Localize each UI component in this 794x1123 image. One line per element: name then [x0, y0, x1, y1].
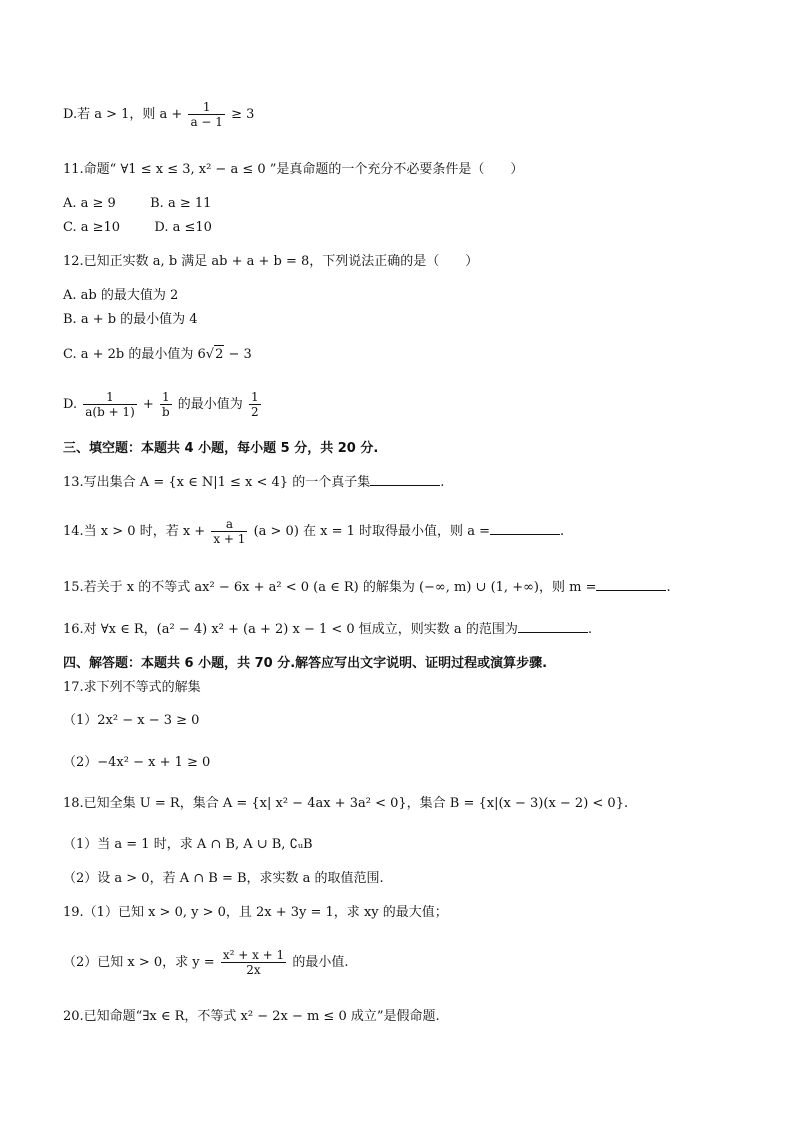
- sqrt-sign: √: [205, 347, 215, 362]
- q10d-den: a − 1: [190, 115, 223, 129]
- q18-part1: （1）当 a = 1 时，求 A ∩ B, A ∪ B, ∁ᵤB: [63, 837, 313, 852]
- q12d-den2: b: [161, 405, 170, 419]
- q19-den: 2x: [221, 962, 286, 977]
- q19-p2-post: 的最小值.: [292, 955, 349, 970]
- q12-option-c: [63, 345, 252, 364]
- q11-option-a: A. a ≥ 9: [63, 196, 116, 211]
- q14-fraction: [211, 517, 247, 546]
- q20-stem: 20.已知命题“∃x ∈ R，不等式 x² − 2x − m ≤ 0 成立”是假命题.: [63, 1009, 440, 1024]
- q14-pre: 14.当 x > 0 时，若 x +: [63, 524, 206, 539]
- q13-blank[interactable]: [370, 473, 440, 486]
- q10-option-d: [63, 100, 254, 129]
- q11-options-cd: [63, 219, 212, 237]
- q12d-num3: 1: [250, 390, 259, 404]
- q13: [63, 473, 444, 492]
- q16-blank[interactable]: [518, 620, 588, 633]
- q14-blank[interactable]: [490, 522, 560, 535]
- q14-num: a: [225, 517, 233, 531]
- q18-part2: （2）设 a > 0，若 A ∩ B = B，求实数 a 的取值范围.: [63, 871, 384, 886]
- q11-options-ab: [63, 195, 211, 213]
- q19-part2: [63, 948, 348, 977]
- q11-option-d: D. a ≤10: [154, 220, 212, 235]
- q12-option-b: B. a + b 的最小值为 4: [63, 312, 198, 327]
- q19-fraction: [221, 948, 286, 977]
- q12d-plus: +: [142, 397, 154, 412]
- q15-text: 15.若关于 x 的不等式 ax² − 6x + a² < 0 (a ∈ R) 的解集为 (−∞, m) ∪ (1, +∞)，则 m =: [63, 580, 597, 595]
- q15-blank[interactable]: [596, 578, 666, 591]
- q12d-frac1: [83, 390, 137, 419]
- q12d-frac2: [160, 390, 172, 419]
- q17-stem: 17.求下列不等式的解集: [63, 680, 201, 695]
- q12d-den1: a(b + 1): [85, 405, 135, 419]
- q12c-radicand: 2: [215, 347, 224, 362]
- q12d-frac3: [249, 390, 261, 419]
- q10d-fraction: [188, 100, 224, 129]
- q12d-mid: 的最小值为: [177, 397, 243, 412]
- q19-num: x² + x + 1: [222, 948, 285, 962]
- q17-part2: （2）−4x² − x + 1 ≥ 0: [63, 755, 211, 770]
- q10d-tail: ≥ 3: [231, 107, 255, 122]
- q11-stem: 11.命题“ ∀1 ≤ x ≤ 3, x² − a ≤ 0 ”是真命题的一个充分不必要条件是（ ）: [63, 162, 524, 177]
- q16: [63, 620, 592, 639]
- q12d-den3: 2: [250, 405, 259, 419]
- q18-stem: 18.已知全集 U = R，集合 A = {x| x² − 4ax + 3a² < 0}，集合 B = {x|(x − 3)(x − 2) < 0}.: [63, 796, 629, 811]
- q10d-num: 1: [202, 100, 211, 114]
- q14-den: x + 1: [213, 532, 246, 546]
- q17-part1: （1）2x² − x − 3 ≥ 0: [63, 713, 200, 728]
- q19-p2-pre: （2）已知 x > 0，求 y =: [63, 955, 215, 970]
- section-4-heading: 四、解答题：本题共 6 小题，共 70 分.解答应写出文字说明、证明过程或演算步骤.: [63, 656, 548, 671]
- q10d-text: D.若 a > 1，则 a +: [63, 107, 183, 122]
- q12d-num2: 1: [161, 390, 170, 404]
- section-3-heading: 三、填空题：本题共 4 小题，每小题 5 分，共 20 分.: [63, 441, 379, 456]
- q11-option-b: B. a ≥ 11: [150, 196, 212, 211]
- q15: [63, 578, 671, 597]
- q19-part1: 19.（1）已知 x > 0, y > 0，且 2x + 3y = 1，求 xy 的最大值；: [63, 905, 448, 920]
- q12c-pre: C. a + 2b 的最小值为 6: [63, 347, 206, 362]
- q13-text: 13.写出集合 A = {x ∈ N|1 ≤ x < 4} 的一个真子集: [63, 475, 371, 490]
- q13-post: .: [440, 475, 445, 490]
- q14: [63, 517, 564, 546]
- q15-post: .: [666, 580, 671, 595]
- q12-option-d: [63, 390, 263, 419]
- q14-post: .: [559, 524, 565, 539]
- q16-text: 16.对 ∀x ∈ R，(a² − 4) x² + (a + 2) x − 1 < 0 恒成立，则实数 a 的范围为: [63, 622, 518, 637]
- q16-post: .: [587, 622, 592, 637]
- q12c-post: − 3: [224, 347, 252, 362]
- q12d-num1: 1: [106, 390, 114, 404]
- q14-mid: (a > 0) 在 x = 1 时取得最小值，则 a =: [253, 524, 490, 539]
- q11-option-c: C. a ≥10: [63, 220, 121, 235]
- q12-option-a: A. ab 的最大值为 2: [63, 288, 179, 303]
- q12d-pre: D.: [63, 397, 78, 412]
- q12-stem: 12.已知正实数 a, b 满足 ab + a + b = 8，下列说法正确的是（ ）: [63, 254, 479, 269]
